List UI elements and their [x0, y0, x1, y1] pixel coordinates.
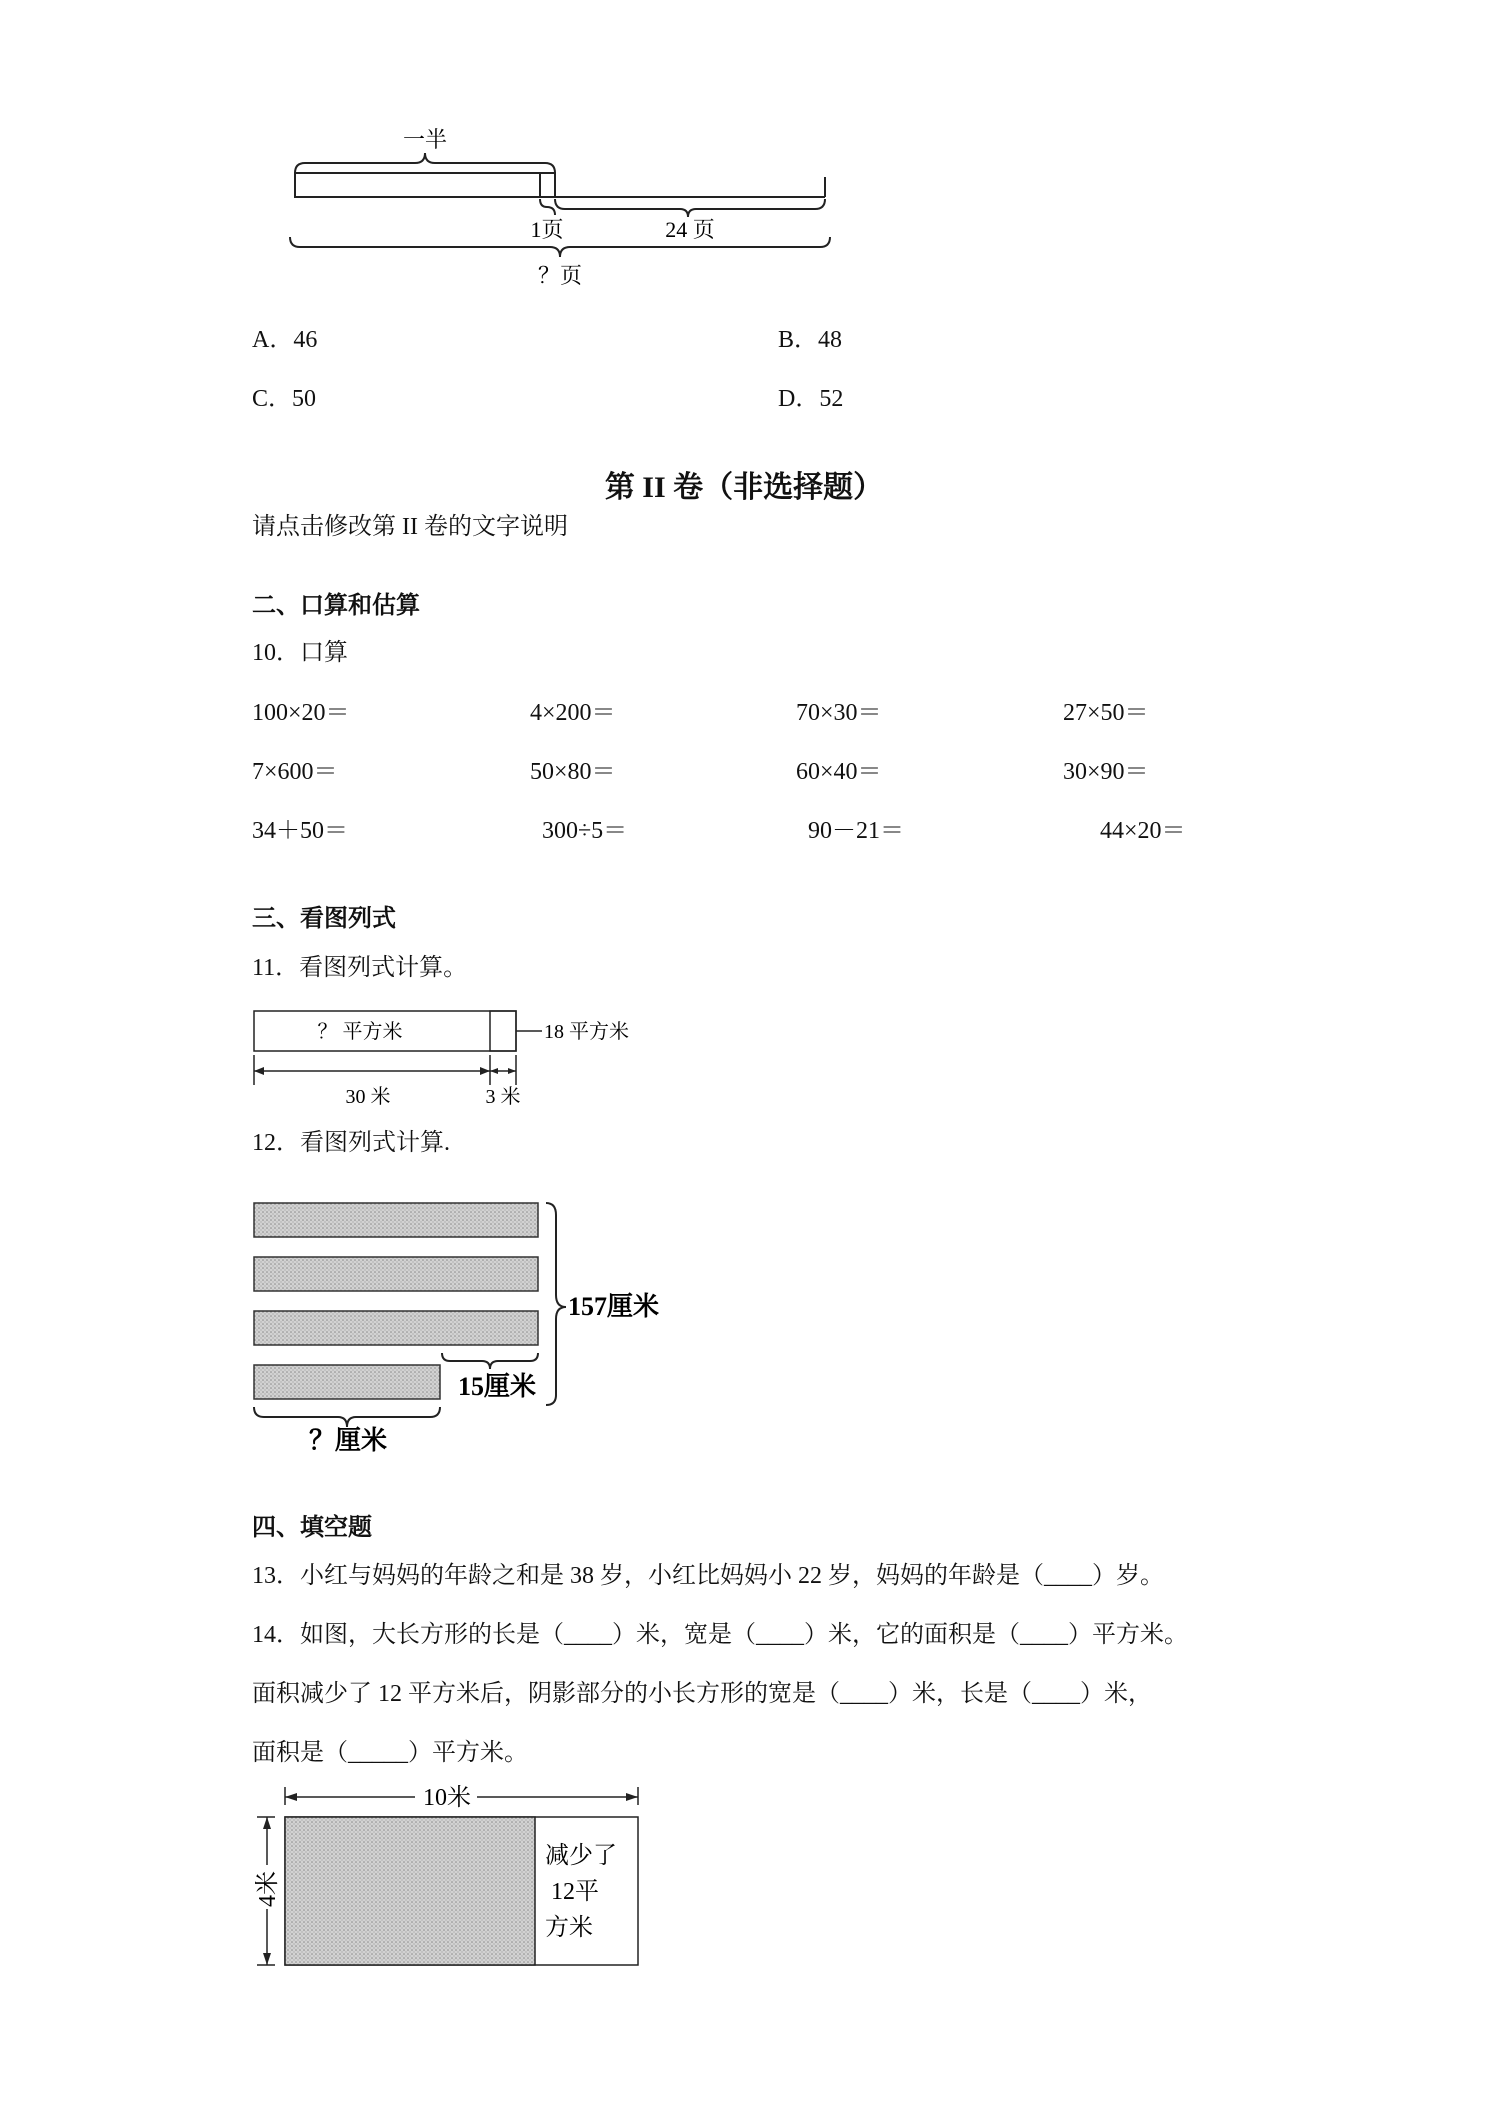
q14-line2: 面积减少了 12 平方米后，阴影部分的小长方形的宽是（____）米，长是（____）米， [252, 1681, 1152, 1707]
option-d: D．52 [778, 386, 844, 412]
q10-r2-c4: 30×90＝ [1063, 759, 1149, 785]
section2-heading: 二、口算和估算 [252, 591, 420, 619]
q10-r2-c2: 50×80＝ [530, 759, 616, 785]
q10-r1-c3: 70×30＝ [796, 700, 882, 726]
q12-label: 12．看图列式计算. [252, 1130, 450, 1156]
q10-r3-c3: 90－21＝ [808, 818, 904, 844]
q10-r3-c2: 300÷5＝ [542, 818, 628, 844]
q14-figure [255, 1785, 655, 1970]
q12-figure [250, 1195, 670, 1455]
part2-title: 第 II 卷（非选择题） [604, 471, 884, 504]
q10-r1-c1: 100×20＝ [252, 700, 350, 726]
q11-figure [250, 1005, 650, 1110]
q10-r1-c2: 4×200＝ [530, 700, 616, 726]
section3-heading: 三、看图列式 [252, 904, 396, 932]
q10-label: 10．口算 [252, 640, 348, 666]
q14-reduced-line2: 12平 [551, 1879, 599, 1905]
q14-line1: 14．如图，大长方形的长是（____）米，宽是（____）米，它的面积是（____）平方米。 [252, 1622, 1188, 1648]
q10-r2-c1: 7×600＝ [252, 759, 338, 785]
q14-reduced-line3: 方米 [545, 1915, 593, 1941]
q11-label: 11．看图列式计算。 [252, 955, 468, 981]
q14-height-label: 4米 [255, 1871, 281, 1907]
part2-note: 请点击修改第 II 卷的文字说明 [252, 514, 568, 540]
q11-len-30: 30 米 [345, 1086, 391, 1108]
q13-text: 13．小红与妈妈的年龄之和是 38 岁，小红比妈妈小 22 岁，妈妈的年龄是（____）岁。 [252, 1563, 1164, 1589]
q9-total-label: ？页 [537, 263, 583, 288]
q14-line3: 面积是（_____）平方米。 [252, 1740, 528, 1766]
q10-r3-c1: 34＋50＝ [252, 818, 348, 844]
q9-figure [285, 125, 845, 295]
q10-r1-c4: 27×50＝ [1063, 700, 1149, 726]
q11-unknown-area: ？ 平方米 [317, 1021, 403, 1043]
q10-r2-c3: 60×40＝ [796, 759, 882, 785]
q14-width-label: 10米 [423, 1785, 471, 1811]
q12-unknown-label: ？厘米 [308, 1426, 388, 1455]
section4-heading: 四、填空题 [252, 1513, 372, 1541]
q12-diff-label: 15厘米 [458, 1372, 537, 1401]
q12-total-label: 157厘米 [568, 1292, 660, 1321]
q10-r3-c4: 44×20＝ [1100, 818, 1186, 844]
q9-24-page-label: 24 页 [665, 217, 715, 242]
q11-len-3: 3 米 [485, 1086, 521, 1108]
option-b: B．48 [778, 327, 843, 353]
q9-half-label: 一半 [402, 127, 448, 152]
q14-reduced-line1: 减少了 [545, 1843, 617, 1869]
q9-one-page-label: 1页 [530, 217, 564, 242]
option-c: C．50 [252, 386, 317, 412]
q11-area-18: 18 平方米 [544, 1021, 629, 1043]
option-a: A．46 [252, 327, 318, 353]
